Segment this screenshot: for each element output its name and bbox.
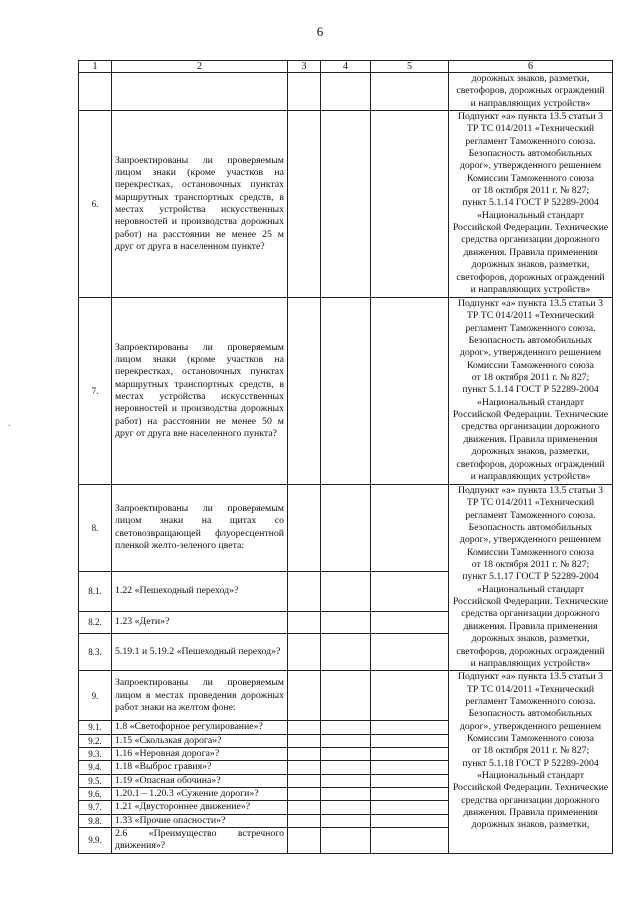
answer-cell[interactable] <box>321 827 371 853</box>
item-number: 9.7. <box>79 801 112 814</box>
item-number: 9.8. <box>79 814 112 827</box>
answer-cell[interactable] <box>321 761 371 774</box>
question-text: Запроектированы ли проверяемым лицом знаки на щитах со световозвращающей флуоресцентной пленкой желто-зеленого цвета: <box>112 485 288 572</box>
note-cell[interactable] <box>371 633 449 670</box>
checklist-table <box>78 60 613 854</box>
item-number: 9.2. <box>79 734 112 747</box>
table-row-6 <box>79 111 613 298</box>
answer-cell[interactable] <box>288 571 321 611</box>
header-col-6: 6 <box>449 61 613 73</box>
question-text: 1.21 «Двустороннее движение»? <box>112 801 288 814</box>
answer-cell[interactable] <box>321 298 371 485</box>
header-col-1: 1 <box>79 61 112 73</box>
item-number: 8.2. <box>79 611 112 633</box>
item-number: 8. <box>79 485 112 572</box>
page-number: 6 <box>316 24 324 39</box>
item-number: 7. <box>79 298 112 485</box>
note-cell[interactable] <box>371 298 449 485</box>
question-text: Запроектированы ли проверяемым лицом в местах проведения дорожных работ знаки на желтом фоне: <box>112 671 288 721</box>
answer-cell[interactable] <box>321 801 371 814</box>
legal-reference: Подпункт «а» пункта 13.5 статьи 3 ТР ТС 014/2011 «Технический регламент Таможенного союза. Безопасность автомобильных дорог», утвержденного решением Комиссии Таможенного союза от 18 октября 2011 г. № 827; пункт 5.1.14 ГОСТ Р 52289-2004 «Национальный стандарт Российской Федерации. Технические средства организации дорожного движения. Правила применения дорожных знаков, разметки, светофоров, дорожных ограждений и направляющих устройств» <box>449 298 613 485</box>
note-cell[interactable] <box>371 671 449 721</box>
answer-cell[interactable] <box>288 814 321 827</box>
question-text: 1.23 «Дети»? <box>112 611 288 633</box>
item-number: 8.1. <box>79 571 112 611</box>
header-col-2: 2 <box>112 61 288 73</box>
note-cell[interactable] <box>371 801 449 814</box>
item-number: 8.3. <box>79 633 112 670</box>
note-cell[interactable] <box>371 571 449 611</box>
answer-cell[interactable] <box>321 485 371 572</box>
item-number <box>79 73 112 111</box>
answer-cell[interactable] <box>321 611 371 633</box>
legal-reference: дорожных знаков, разметки, светофоров, дорожных ограждений и направляющих устройств» <box>449 73 613 111</box>
table-row-continuation <box>79 73 613 111</box>
note-cell[interactable] <box>371 787 449 800</box>
answer-cell[interactable] <box>321 734 371 747</box>
answer-cell[interactable] <box>321 671 371 721</box>
answer-cell[interactable] <box>321 73 371 111</box>
table-row-8 <box>79 485 613 572</box>
item-number: 9.6. <box>79 787 112 800</box>
legal-reference: Подпункт «а» пункта 13.5 статьи 3 ТР ТС 014/2011 «Технический регламент Таможенного союза. Безопасность автомобильных дорог», утвержденного решением Комиссии Таможенного союза от 18 октября 2011 г. № 827; пункт 5.1.18 ГОСТ Р 52289-2004 «Национальный стандарт Российской Федерации. Технические средства организации дорожного движения. Правила применения дорожных знаков, разметки, <box>449 671 613 854</box>
note-cell[interactable] <box>371 774 449 787</box>
item-number: 9.5. <box>79 774 112 787</box>
note-cell[interactable] <box>371 611 449 633</box>
question-text: Запроектированы ли проверяемым лицом знаки (кроме участков на перекрестках, остановочных пунктах маршрутных транспортных средств, в местах устройства искусственных неровностей и производства дорожных работ) на расстоянии не менее 50 м друг от друга вне населенного пункта? <box>112 298 288 485</box>
answer-cell[interactable] <box>288 721 321 734</box>
question-text: 1.22 «Пешеходный переход»? <box>112 571 288 611</box>
question-text: 1.19 «Опасная обочина»? <box>112 774 288 787</box>
header-row <box>79 61 613 73</box>
header-col-4: 4 <box>321 61 371 73</box>
question-text: 1.8 «Светофорное регулирование»? <box>112 721 288 734</box>
note-cell[interactable] <box>371 761 449 774</box>
answer-cell[interactable] <box>321 111 371 298</box>
question-text: 5.19.1 и 5.19.2 «Пешеходный переход»? <box>112 633 288 670</box>
answer-cell[interactable] <box>321 814 371 827</box>
answer-cell[interactable] <box>321 774 371 787</box>
answer-cell[interactable] <box>321 571 371 611</box>
question-text: 1.15 «Скользкая дорога»? <box>112 734 288 747</box>
table-row-7 <box>79 298 613 485</box>
answer-cell[interactable] <box>288 633 321 670</box>
table-row-9 <box>79 671 613 721</box>
answer-cell[interactable] <box>288 73 321 111</box>
answer-cell[interactable] <box>288 671 321 721</box>
answer-cell[interactable] <box>321 721 371 734</box>
answer-cell[interactable] <box>288 774 321 787</box>
item-number: 9. <box>79 671 112 721</box>
item-number: 9.9. <box>79 827 112 853</box>
item-number: 6. <box>79 111 112 298</box>
note-cell[interactable] <box>371 73 449 111</box>
question-text: 1.18 «Выброс гравия»? <box>112 761 288 774</box>
answer-cell[interactable] <box>288 485 321 572</box>
legal-reference: Подпункт «а» пункта 13.5 статьи 3 ТР ТС 014/2011 «Технический регламент Таможенного союза. Безопасность автомобильных дорог», утвержденного решением Комиссии Таможенного союза от 18 октября 2011 г. № 827; пункт 5.1.14 ГОСТ Р 52289-2004 «Национальный стандарт Российской Федерации. Технические средства организации дорожного движения. Правила применения дорожных знаков, разметки, светофоров, дорожных ограждений и направляющих устройств» <box>449 111 613 298</box>
question-text: 1.20.1 – 1.20.3 «Сужение дороги»? <box>112 787 288 800</box>
header-col-5: 5 <box>371 61 449 73</box>
answer-cell[interactable] <box>288 801 321 814</box>
answer-cell[interactable] <box>321 787 371 800</box>
question-text: 2.6 «Преимущество встречного движения»? <box>112 827 288 853</box>
question-text <box>112 73 288 111</box>
question-text: Запроектированы ли проверяемым лицом знаки (кроме участков на перекрестках, остановочных пунктах маршрутных транспортных средств, в местах устройства искусственных неровностей и производства дорожных работ) на расстоянии не менее 25 м друг от друга в населенном пункте? <box>112 111 288 298</box>
note-cell[interactable] <box>371 747 449 760</box>
answer-cell[interactable] <box>288 747 321 760</box>
margin-mark: . <box>8 418 11 429</box>
header-col-3: 3 <box>288 61 321 73</box>
answer-cell[interactable] <box>288 761 321 774</box>
note-cell[interactable] <box>371 111 449 298</box>
question-text: 1.16 «Неровная дорога»? <box>112 747 288 760</box>
note-cell[interactable] <box>371 827 449 853</box>
question-text: 1.33 «Прочие опасности»? <box>112 814 288 827</box>
answer-cell[interactable] <box>288 734 321 747</box>
note-cell[interactable] <box>371 814 449 827</box>
answer-cell[interactable] <box>321 633 371 670</box>
item-number: 9.3. <box>79 747 112 760</box>
answer-cell[interactable] <box>288 827 321 853</box>
answer-cell[interactable] <box>288 787 321 800</box>
answer-cell[interactable] <box>321 747 371 760</box>
note-cell[interactable] <box>371 734 449 747</box>
answer-cell[interactable] <box>288 111 321 298</box>
note-cell[interactable] <box>371 485 449 572</box>
item-number: 9.4. <box>79 761 112 774</box>
legal-reference: Подпункт «а» пункта 13.5 статьи 3 ТР ТС 014/2011 «Технический регламент Таможенного союза. Безопасность автомобильных дорог», утвержденного решением Комиссии Таможенного союза от 18 октября 2011 г. № 827; пункт 5.1.17 ГОСТ Р 52289-2004 «Национальный стандарт Российской Федерации. Технические средства организации дорожного движения. Правила применения дорожных знаков, разметки, светофоров, дорожных ограждений и направляющих устройств» <box>449 485 613 671</box>
answer-cell[interactable] <box>288 298 321 485</box>
item-number: 9.1. <box>79 721 112 734</box>
note-cell[interactable] <box>371 721 449 734</box>
answer-cell[interactable] <box>288 611 321 633</box>
